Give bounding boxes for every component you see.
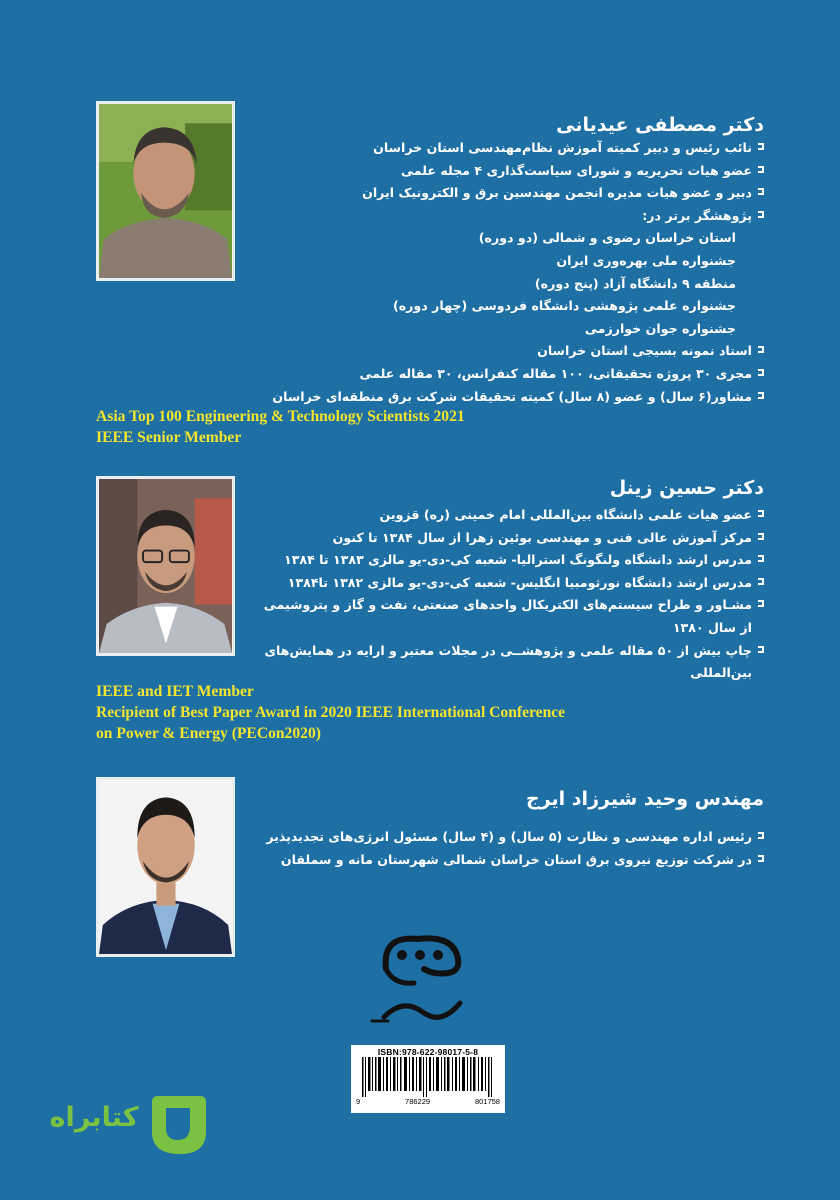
author-2-english-credentials: [96, 681, 565, 744]
credential-subitem: جشنواره جوان خوارزمی: [584, 320, 736, 336]
credential-item: نائب رئیس و دبیر کمیته آموزش نظام‌مهندسی استان خراسان: [272, 137, 764, 160]
credential-item: دبیر و عضو هیات مدیره انجمن مهندسین برق و الکترونیک ایران: [272, 182, 764, 205]
barcode-digits: [356, 1097, 500, 1106]
credential-item: مشاور(۶ سال) و عضو (۸ سال) کمیته تحقیقات شرکت برق منطقه‌ای خراسان: [272, 386, 764, 409]
author-3-photo: [96, 777, 235, 957]
credential-item: عضو هیات علمی دانشگاه بین‌المللی امام خمینی (ره) قزوین: [264, 504, 764, 527]
credential-subitem: جشنواره علمی پژوهشی دانشگاه فردوسی (چهار دوره): [392, 298, 736, 314]
english-credential: on Power & Energy (PECon2020): [96, 725, 321, 742]
credential-subitem: جشنواره ملی بهره‌وری ایران: [556, 252, 736, 268]
credential-item: مجری ۳۰ پروژه تحقیقاتی، ۱۰۰ مقاله کنفرانس، ۳۰ مقاله علمی: [272, 363, 764, 386]
english-credential: Recipient of Best Paper Award in 2020 IEEE International Conference: [96, 704, 566, 721]
author-3-credentials: [266, 826, 764, 871]
store-logo: [40, 1092, 210, 1158]
author-1-name: دکتر مصطفی عیدیانی: [556, 114, 764, 136]
store-logo-name: کتابراه: [49, 1102, 139, 1133]
author-2-credentials: [264, 504, 764, 685]
credential-item: مدرس ارشد دانشگاه ولنگونگ استرالیا- شعبه کی-دی-یو مالزی ۱۳۸۳ تا ۱۳۸۴: [264, 549, 764, 572]
credential-item: مدرس ارشد دانشگاه نورثومبیا انگلیس- شعبه کی-دی-یو مالزی ۱۳۸۲ تا۱۳۸۴: [264, 572, 764, 595]
isbn-barcode: [351, 1045, 505, 1113]
credential-item: مشـاور و طراح سیستم‌های الکتریکال واحدهای صنعتی، نفت و گاز و پتروشیمی: [264, 594, 764, 617]
credential-item: استاد نمونه بسیجی استان خراسان: [272, 340, 764, 363]
barcode-digits-left: 786229: [405, 1097, 431, 1106]
credential-item: مرکز آموزش عالی فنی و مهندسی بوئین زهرا از سال ۱۳۸۴ تا کنون: [264, 527, 764, 550]
credential-item: رئیس اداره مهندسی و نظارت (۵ سال) و (۴ سال) مسئول انرژی‌های تجدیدپذیر: [266, 826, 764, 849]
author-1-credentials: [272, 137, 764, 408]
english-credential: Asia Top 100 Engineering & Technology Scientists 2021: [96, 408, 465, 425]
isbn-text: ISBN:978-622-98017-5-8: [377, 1047, 479, 1057]
credential-subitem: استان خراسان رضوی و شمالی (دو دوره): [478, 230, 736, 246]
author-1-photo: [96, 101, 235, 281]
author-2-name: دکتر حسین زینل: [609, 477, 764, 499]
credential-item: عضو هیات تحریریه و شورای سیاست‌گذاری ۴ مجله علمی: [272, 160, 764, 183]
barcode-bars: [356, 1057, 500, 1097]
publisher-logo: [364, 925, 476, 1037]
author-1-english-credentials: [96, 406, 465, 448]
barcode-digit-first: 9: [356, 1097, 361, 1106]
author-3-name: مهندس وحید شیرزاد ایرج: [526, 788, 764, 810]
author-2-photo: [96, 476, 235, 656]
credential-item: در شرکت توزیع نیروی برق استان خراسان شمالی شهرستان مانه و سملقان: [266, 849, 764, 872]
credential-item: پژوهشگر برتر در:: [272, 205, 764, 228]
barcode-digits-right: 801758: [474, 1097, 500, 1106]
credential-item: چاپ بیش از ۵۰ مقاله علمی و پژوهشــی در مجلات معتبر و ارایه در همایش‌های: [264, 640, 764, 663]
credential-continuation: بین‌المللی: [690, 665, 752, 681]
credential-subitem: منطقه ۹ دانشگاه آزاد (پنج دوره): [534, 275, 736, 291]
english-credential: IEEE and IET Member: [96, 683, 254, 700]
english-credential: IEEE Senior Member: [96, 429, 242, 446]
credential-continuation: از سال ۱۳۸۰: [672, 619, 752, 635]
